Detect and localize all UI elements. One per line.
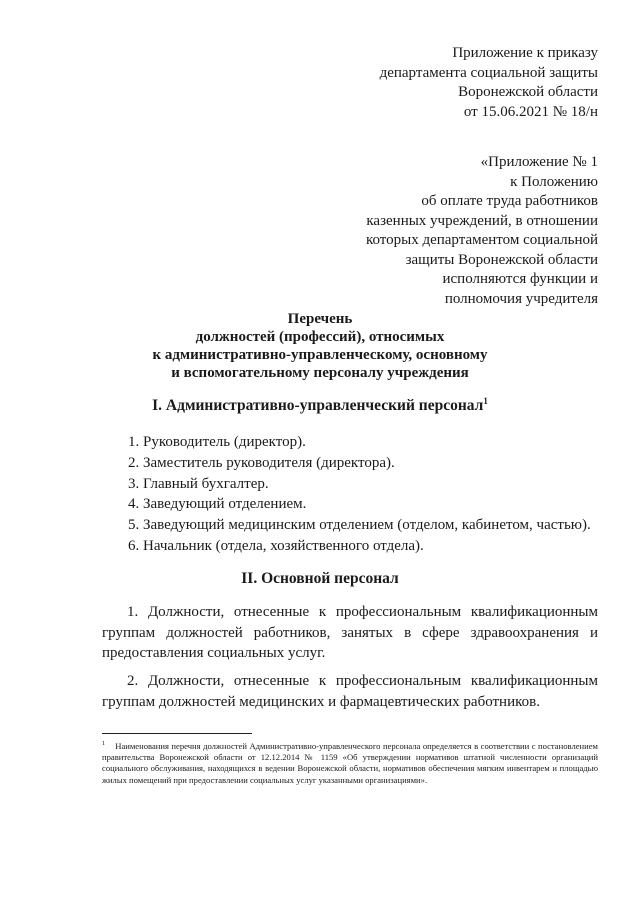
section-2-paragraph: 1. Должности, отнесенные к профессиональным квалификационным группам должностей работников, занятых в сфере здравоохранения и предоставления социальных услуг. <box>102 604 598 661</box>
section-2-heading: II. Основной персонал <box>241 570 399 587</box>
admin-staff-list <box>128 432 591 557</box>
appendix-line: защиты Воронежской области <box>405 251 598 268</box>
footnote-reference: 1 <box>483 395 488 406</box>
title-line: Перечень <box>287 311 353 327</box>
title-line: к административно-управленческому, основному <box>152 347 488 363</box>
footnote-divider <box>102 733 252 734</box>
regulation-appendix-header <box>366 153 598 309</box>
appendix-line: исполняются функции и <box>442 271 598 287</box>
title-line: и вспомогательному персоналу учреждения <box>171 365 469 381</box>
appendix-line: Воронежской области <box>458 84 598 100</box>
document-title <box>0 310 640 382</box>
order-appendix-header <box>380 44 598 122</box>
list-item: 4. Заведующий отделением. <box>128 496 307 513</box>
footnote-mark: 1 <box>102 740 106 748</box>
list-item: 1. Руководитель (директор). <box>128 434 306 450</box>
appendix-line: полномочия учредителя <box>444 290 598 307</box>
footnote <box>102 741 598 786</box>
title-line: должностей (профессий), относимых <box>195 329 445 345</box>
appendix-line: об оплате труда работников <box>421 193 598 209</box>
section-2-paragraph: 2. Должности, отнесенные к профессиональным квалификационным группам должностей медицинских и фармацевтических работников. <box>102 673 598 710</box>
section-1-heading <box>0 397 640 415</box>
appendix-line: департамента социальной защиты <box>379 64 598 81</box>
appendix-line: казенных учреждений, в отношении <box>366 212 598 229</box>
appendix-line: которых департаментом социальной <box>365 232 598 248</box>
appendix-line: к Положению <box>510 173 598 190</box>
appendix-line: Приложение к приказу <box>452 45 598 61</box>
list-item: 2. Заместитель руководителя (директора). <box>128 454 395 471</box>
list-item: 6. Начальник (отдела, хозяйственного отдела). <box>128 537 424 554</box>
footnote-text: Наименования перечня должностей Административно-управленческого персонала определяется в соответствии с постановлением правительства Воронежской области от 12.12.2014 № 1159 «Об утверждении нормативов штатной численности организаций социального обслуживания, находящихся в ведении Воронежской области, нормативов обеспечения мягким инвентарем и площадью жилых помещений при предоставлении социальных услуг указанными организациями». <box>102 741 598 785</box>
list-item: 5. Заведующий медицинским отделением (отделом, кабинетом, частью). <box>128 517 591 534</box>
list-item: 3. Главный бухгалтер. <box>128 475 269 492</box>
appendix-line: «Приложение № 1 <box>480 154 598 170</box>
section-1-heading-text: I. Административно-управленческий персонал <box>152 397 484 414</box>
appendix-line: от 15.06.2021 № 18/н <box>463 103 598 120</box>
